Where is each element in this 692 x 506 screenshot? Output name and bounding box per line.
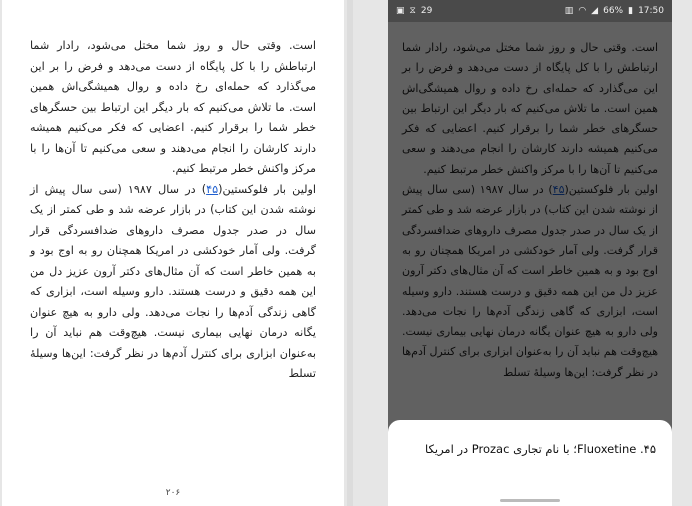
wifi-icon: ◠ [578, 6, 587, 16]
footnote-link[interactable]: ۴۵ [206, 182, 219, 196]
paragraph-2 [30, 180, 316, 385]
signal-icon: ◢ [591, 6, 599, 16]
page-number: ۲۰۶ [165, 488, 181, 498]
vibrate-icon: ▥ [564, 6, 574, 16]
paragraph-2-start: اولین بار فلوکستین( [218, 182, 316, 196]
status-bar [388, 0, 672, 22]
battery-percent: 66% [603, 6, 624, 16]
page-text [30, 36, 316, 385]
hourglass-icon: ⧖ [409, 6, 416, 16]
paragraph-2-end: ) در سال ۱۹۸۷ (سی سال پیش از نوشته شدن این کتاب) در بازار عرضه شد و طی کمتر از یک سال در صدر جدول مصرف داروهای ضدافسردگی قرار گرفت. ولی آمار خودکشی در امریکا همچنان رو به اوج بود و به همین خاطر است که آن مثال‌های دکتر آرون عزیز دل من این همه دقیق و درست هستند. دارو وسیله است، ابزاری که گاهی زندگی آدم‌ها را نجات می‌دهد. ولی دارو به هیچ عنوان یگانه درمان نهایی بیماری نیست. هیچ‌وقت هم نباید آن را به‌عنوان ابزاری برای کنترل آدم‌ها در نظر گرفت: این‌ها وسیلهٔ تسلط [30, 182, 316, 380]
reader-page-right[interactable] [388, 0, 672, 506]
paragraph-1: است. وقتی حال و روز شما مختل می‌شود، رادار شما ارتباطش را با کل پایگاه از دست می‌دهد و فرض را بر این می‌گذارد که حمله‌ای رخ داده و روال همیشگی‌اش همین است. ما تلاش می‌کنیم که بار دیگر این ارتباط بین حسگرهای خطر شما را برقرار کنیم. اعضایی که فکر می‌کنیم همیشه دارند کارشان را انجام می‌دهند و سعی می‌کنیم تا آن‌ها را با مرکز واکنش خطر مرتبط کنیم. [30, 39, 316, 175]
screen-divider [347, 0, 353, 506]
status-count: 29 [420, 6, 433, 16]
sheet-handle[interactable] [500, 499, 560, 502]
reader-page-left[interactable] [2, 0, 344, 506]
footnote-text: ۴۵. Fluoxetine؛ با نام تجاری Prozac در امریکا [425, 442, 656, 456]
image-icon: ▣ [396, 6, 405, 16]
footnote-sheet[interactable] [388, 420, 672, 506]
clock: 17:50 [638, 6, 664, 16]
battery-icon: ▮ [628, 6, 634, 16]
